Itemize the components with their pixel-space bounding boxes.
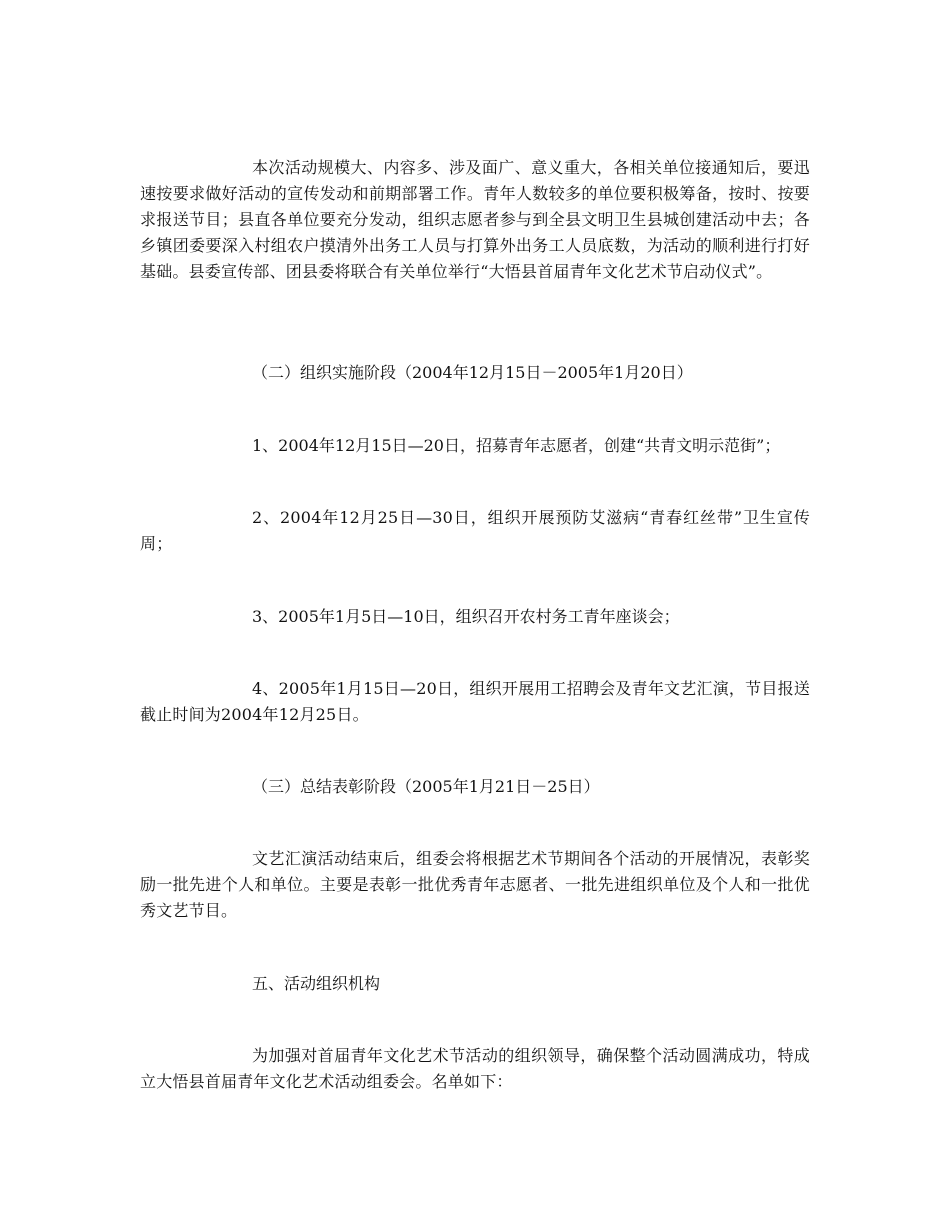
- paragraph-summary: 文艺汇演活动结束后，组委会将根据艺术节期间各个活动的开展情况，表彰奖励一批先进个人和单位。主要是表彰一批优秀青年志愿者、一批先进组织单位及个人和一批优秀文艺节目。: [140, 849, 810, 920]
- paragraph-intro: 本次活动规模大、内容多、涉及面广、意义重大，各相关单位接通知后，要迅速按要求做好活动的宣传发动和前期部署工作。青年人数较多的单位要积极筹备，按时、按要求报送节目；县直各单位要充分发动，组织志愿者参与到全县文明卫生县城创建活动中去；各乡镇团委要深入村组农户摸清外出务工人员与打算外出务工人员底数，为活动的顺利进行打好基础。县委宣传部、团县委将联合有关单位举行“大悟县首届青年文化艺术节启动仪式”。: [140, 158, 810, 281]
- list-item-4: 4、2005年1月15日—20日，组织开展用工招聘会及青年文艺汇演，节目报送截止时间为2004年12月25日。: [140, 679, 810, 724]
- heading-section-5: 五、活动组织机构: [252, 974, 381, 993]
- paragraph-committee: 为加强对首届青年文化艺术节活动的组织领导，确保整个活动圆满成功，特成立大悟县首届青年文化艺术活动组委会。名单如下：: [140, 1046, 810, 1091]
- heading-stage-3: （三）总结表彰阶段（2005年1月21日－25日）: [252, 777, 600, 796]
- list-item-2: 2、2004年12月25日—30日，组织开展预防艾滋病“青春红丝带”卫生宣传周；: [140, 508, 810, 553]
- list-item-3: 3、2005年1月5日—10日，组织召开农村务工青年座谈会；: [252, 607, 680, 626]
- heading-stage-2: （二）组织实施阶段（2004年12月15日－2005年1月20日）: [252, 363, 693, 382]
- list-item-1: 1、2004年12月15日—20日，招募青年志愿者，创建“共青文明示范街”；: [252, 436, 781, 455]
